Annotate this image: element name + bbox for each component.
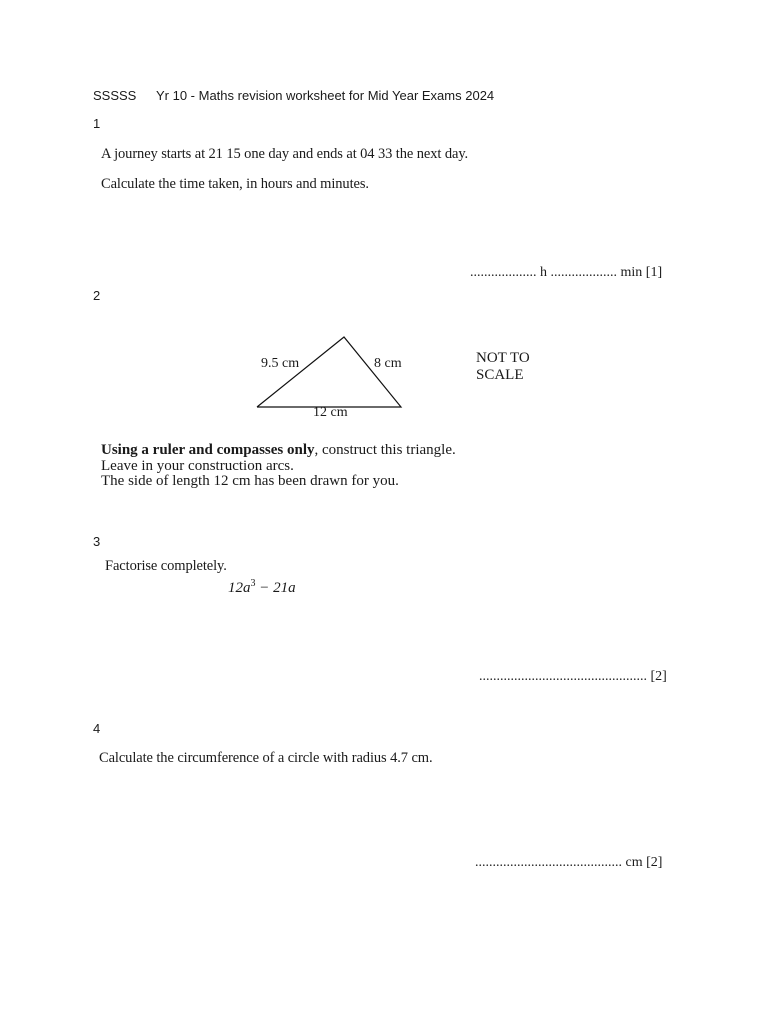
- question-1-text: A journey starts at 21 15 one day and ends at 04 33 the next day.: [101, 146, 469, 162]
- triangle-outline: [257, 337, 401, 407]
- question-3-number: 3: [93, 534, 101, 549]
- header-worksheet-title: Yr 10 - Maths revision worksheet for Mid Year Exams 2024: [156, 88, 495, 103]
- triangle-base-label: 12 cm: [313, 405, 348, 420]
- not-to-scale-note: [476, 350, 530, 384]
- question-4-answer-line: .......................................... cm [2]: [475, 855, 663, 870]
- header-school-name: SSSSS: [93, 88, 137, 103]
- question-2-bold-instruction: Using a ruler and compasses only: [101, 442, 315, 458]
- question-2-line3: The side of length 12 cm has been drawn for you.: [101, 473, 399, 489]
- question-2-number: 2: [93, 288, 101, 303]
- question-1-instruction: Calculate the time taken, in hours and minutes.: [101, 176, 369, 192]
- expression-power: 3: [250, 578, 256, 589]
- triangle-side-right-label: 8 cm: [374, 356, 402, 371]
- expression-term-1: 12a: [228, 580, 251, 596]
- question-2-instructions: [101, 443, 456, 490]
- question-3-expression: [228, 578, 296, 597]
- question-4-text: Calculate the circumference of a circle with radius 4.7 cm.: [99, 750, 433, 766]
- question-3-answer-line: ................................................ [2]: [479, 669, 667, 684]
- not-to-scale-line2: SCALE: [476, 367, 524, 383]
- expression-term-2: − 21a: [255, 580, 296, 596]
- question-2-line1: [101, 443, 456, 459]
- question-3-text: Factorise completely.: [105, 558, 227, 574]
- question-2-line2: Leave in your construction arcs.: [101, 457, 294, 474]
- question-4-number: 4: [93, 721, 101, 736]
- triangle-side-left-label: 9.5 cm: [261, 356, 300, 371]
- not-to-scale-line1: NOT TO: [476, 350, 530, 366]
- question-1-answer-line: ................... h ................... min [1]: [470, 265, 663, 280]
- question-1-number: 1: [93, 116, 101, 131]
- question-2-instruction-rest: , construct this triangle.: [314, 442, 456, 458]
